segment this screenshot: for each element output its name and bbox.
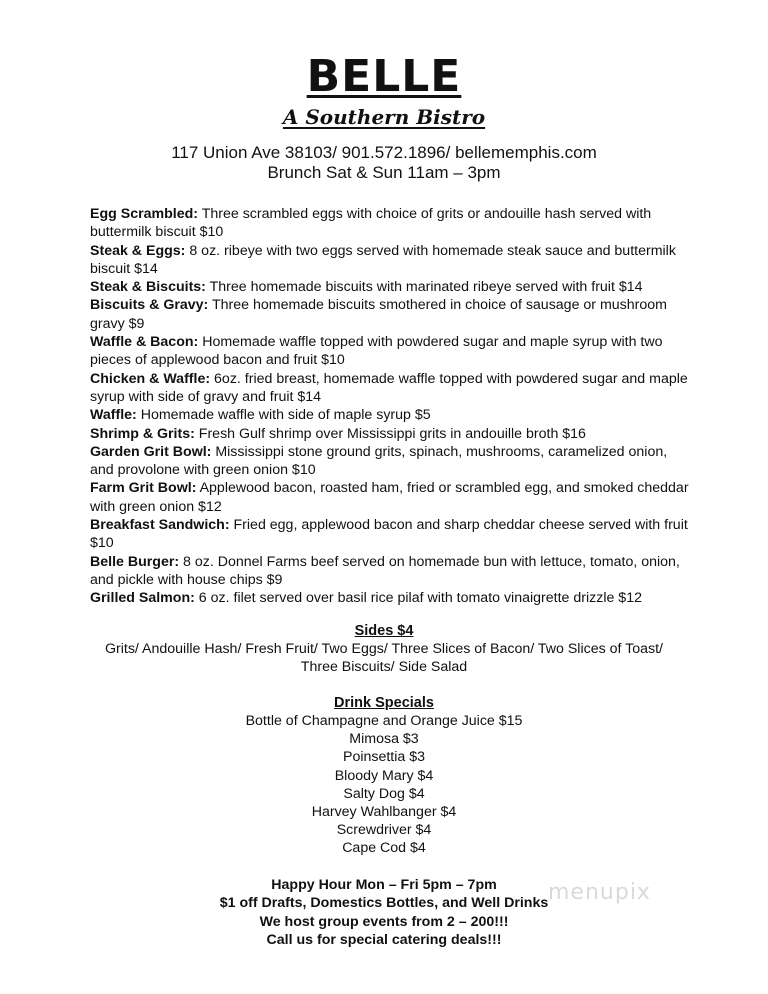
menu-item-description: 8 oz. ribeye with two eggs served with homemade steak sauce and buttermilk biscuit $14 <box>90 242 676 277</box>
menu-item-description: Three scrambled eggs with choice of grits or andouille hash served with buttermilk biscuit $10 <box>90 206 652 241</box>
menu-item-name: Waffle: <box>90 407 137 424</box>
menu-item <box>90 205 690 242</box>
menu-item-description: 8 oz. Donnel Farms beef served on homemade bun with lettuce, tomato, onion, and pickle with house chips $9 <box>90 553 680 588</box>
drink-item: Cape Cod $4 <box>342 840 426 857</box>
menu-item <box>90 516 690 553</box>
drink-specials-section <box>134 694 634 858</box>
drink-specials-title: Drink Specials <box>334 695 434 711</box>
drink-item: Bottle of Champagne and Orange Juice $15 <box>245 713 523 729</box>
restaurant-tagline: A Southern Bistro <box>282 105 486 129</box>
drink-item: Bloody Mary $4 <box>334 767 434 784</box>
menu-item-name: Waffle & Bacon: <box>90 334 199 351</box>
sides-list-line: Grits/ Andouille Hash/ Fresh Fruit/ Two Eggs/ Three Slices of Bacon/ Two Slices of Toast/ <box>104 641 664 657</box>
drink-item: Screwdriver $4 <box>336 822 432 839</box>
menu-item-description: 6oz. fried breast, homemade waffle topped with powdered sugar and maple syrup with side of gravy and fruit $14 <box>90 370 688 405</box>
hours-line: Brunch Sat & Sun 11am – 3pm <box>267 163 501 182</box>
menu-item-description: Mississippi stone ground grits, spinach, mushrooms, caramelized onion, and provolone with green onion $10 <box>90 443 668 479</box>
menu-item-description: Fried egg, applewood bacon and sharp cheddar cheese served with fruit $10 <box>90 517 688 552</box>
menu-item-name: Breakfast Sandwich: <box>90 517 230 534</box>
menu-item-name: Farm Grit Bowl: <box>90 480 197 497</box>
menu-item-name: Chicken & Waffle: <box>90 370 211 387</box>
drink-item: Mimosa $3 <box>349 731 419 748</box>
menu-item <box>90 589 690 607</box>
happy-hour-line: Happy Hour Mon – Fri 5pm – 7pm <box>271 877 497 893</box>
menu-item-description: Three homemade biscuits with marinated ribeye served with fruit $14 <box>205 279 643 296</box>
drink-item: Salty Dog $4 <box>343 785 425 802</box>
catering-line: Call us for special catering deals!!! <box>266 931 502 948</box>
address-line: 117 Union Ave 38103/ 901.572.1896/ bellememphis.com <box>171 143 597 162</box>
menu-item <box>90 296 690 333</box>
discount-line: $1 off Drafts, Domestics Bottles, and Well Drinks <box>219 895 549 912</box>
group-events-line: We host group events from 2 – 200!!! <box>259 913 509 930</box>
menu-item <box>90 333 690 370</box>
menu-item-name: Garden Grit Bowl: <box>90 443 212 460</box>
contact-block <box>0 143 768 183</box>
menu-item-description: Homemade waffle with side of maple syrup $5 <box>136 407 431 424</box>
menu-item <box>90 425 690 443</box>
menu-item-name: Grilled Salmon: <box>90 590 195 607</box>
menu-item-name: Egg Scrambled: <box>90 206 199 222</box>
sides-list-line: Three Biscuits/ Side Salad <box>300 659 468 676</box>
drink-item: Harvey Wahlbanger $4 <box>311 804 457 821</box>
drink-item: Poinsettia $3 <box>342 749 426 766</box>
menu-item-description: Homemade waffle topped with powdered sugar and maple syrup with two pieces of applewood bacon and fruit $10 <box>90 334 663 369</box>
menu-item <box>90 443 690 480</box>
sides-section <box>60 622 708 677</box>
menu-item-name: Biscuits & Gravy: <box>90 297 209 314</box>
menu-item <box>90 479 690 516</box>
menu-item <box>90 242 690 279</box>
menu-item-name: Belle Burger: <box>90 553 180 570</box>
menu-item <box>90 406 690 424</box>
sides-title: Sides $4 <box>354 623 414 639</box>
menu-item-description: 6 oz. filet served over basil rice pilaf with tomato vinaigrette drizzle $12 <box>194 590 642 607</box>
brunch-menu-list <box>90 205 690 608</box>
menu-item-name: Shrimp & Grits: <box>90 425 195 442</box>
menu-item <box>90 278 690 296</box>
menu-item-description: Fresh Gulf shrimp over Mississippi grits in andouille broth $16 <box>194 425 586 442</box>
menu-item <box>90 553 690 590</box>
restaurant-name: BELLE <box>306 51 462 102</box>
menupix-watermark: menupix <box>548 880 651 905</box>
menu-item-name: Steak & Biscuits: <box>90 279 206 296</box>
menu-item-name: Steak & Eggs: <box>90 242 186 259</box>
menu-item-description: Applewood bacon, roasted ham, fried or scrambled egg, and smoked cheddar with green onion $12 <box>90 480 689 515</box>
menu-item <box>90 370 690 407</box>
menu-item-description: Three homemade biscuits smothered in choice of sausage or mushroom gravy $9 <box>90 297 667 332</box>
